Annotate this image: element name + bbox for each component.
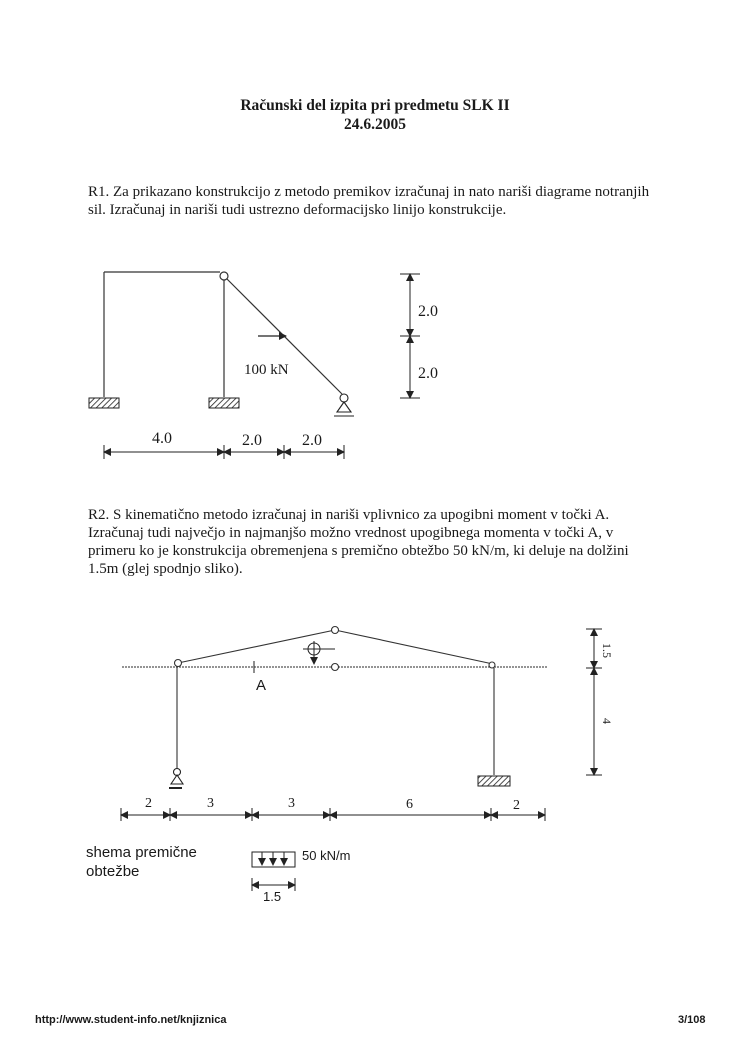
scheme-length-label: 1.5 bbox=[263, 889, 282, 904]
fixed-support-icon bbox=[478, 776, 510, 786]
r1-text-line: sil. Izračunaj in nariši tudi ustrezno deformacijsko linijo konstrukcije. bbox=[88, 202, 507, 218]
dimension-label: 2 bbox=[145, 796, 152, 811]
hinge-icon bbox=[332, 664, 339, 671]
footer-url[interactable]: http://www.student-info.net/knjiznica bbox=[35, 1014, 227, 1026]
dimension-label: 2.0 bbox=[418, 303, 438, 320]
dimension-label: 2.0 bbox=[418, 365, 438, 382]
r2-dimension-horizontal bbox=[121, 808, 545, 821]
dimension-label: 4.0 bbox=[152, 430, 172, 447]
point-a-label: A bbox=[256, 677, 267, 694]
hinge-icon bbox=[332, 627, 339, 634]
page-title: Računski del izpita pri predmetu SLK II bbox=[240, 97, 510, 114]
r1-frame bbox=[104, 272, 342, 397]
r1-dimension-vertical bbox=[400, 274, 420, 398]
dimension-label: 2 bbox=[513, 798, 520, 813]
scheme-label: obtežbe bbox=[86, 863, 140, 880]
page-number: 3/108 bbox=[678, 1014, 706, 1026]
dimension-label: 2.0 bbox=[302, 432, 322, 449]
scheme-label: shema premične bbox=[86, 844, 197, 861]
exam-date: 24.6.2005 bbox=[344, 116, 406, 133]
r2-text-line: Izračunaj tudi največjo in najmanjšo možno vrednost upogibnega momenta v točki A, v bbox=[88, 525, 614, 541]
dimension-label: 2.0 bbox=[242, 432, 262, 449]
pinned-support-icon bbox=[334, 394, 354, 416]
r2-dimension-vertical bbox=[586, 629, 602, 775]
r2-text-line: 1.5m (glej spodnjo sliko). bbox=[88, 561, 243, 577]
hinge-icon bbox=[489, 662, 495, 668]
distributed-load-icon bbox=[252, 852, 295, 867]
fixed-support-icon bbox=[209, 398, 239, 408]
dimension-label: 1.5 bbox=[600, 643, 614, 658]
pinned-support-icon bbox=[169, 769, 183, 789]
r1-text-line: R1. Za prikazano konstrukcijo z metodo premikov izračunaj in nato nariši diagrame notranjih bbox=[88, 184, 650, 200]
fixed-support-icon bbox=[89, 398, 119, 408]
dimension-label: 6 bbox=[406, 797, 413, 812]
moving-load-symbol-icon bbox=[303, 641, 335, 664]
r2-text-line: primeru ko je konstrukcija obremenjena s premično obtežbo 50 kN/m, ki deluje na dolžini bbox=[88, 543, 629, 559]
dimension-label: 3 bbox=[207, 796, 214, 811]
dimension-label: 3 bbox=[288, 796, 295, 811]
dimension-label: 4 bbox=[600, 718, 614, 724]
scheme-load-label: 50 kN/m bbox=[302, 848, 351, 863]
load-label: 100 kN bbox=[244, 362, 289, 378]
hinge-icon bbox=[175, 660, 182, 667]
r2-text-line: R2. S kinematično metodo izračunaj in nariši vplivnico za upogibni moment v točki A. bbox=[88, 507, 610, 523]
hinge-icon bbox=[220, 272, 228, 280]
